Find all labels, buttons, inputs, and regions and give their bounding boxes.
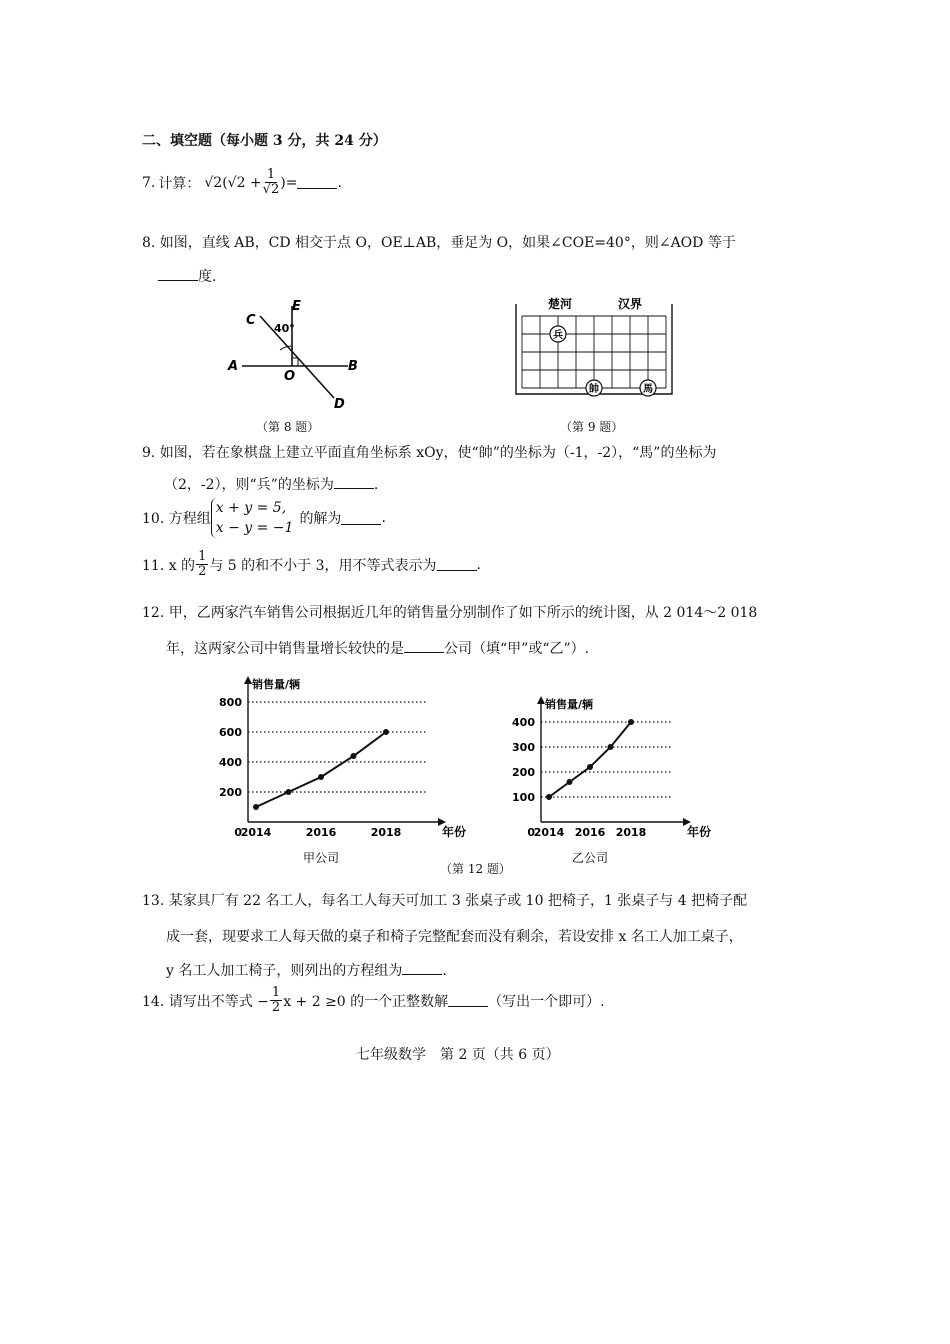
q13-line3-text: y 名工人加工椅子，则列出的方程组为 bbox=[166, 963, 403, 979]
q9-answer-blank[interactable] bbox=[334, 476, 374, 489]
question-8-line2 bbox=[158, 266, 216, 286]
question-10 bbox=[142, 498, 386, 538]
q7-end: . bbox=[337, 174, 342, 191]
label-b: B bbox=[348, 359, 358, 374]
x-tick-label: 2014 bbox=[533, 826, 565, 839]
q14-suffix: （写出一个即可）. bbox=[488, 993, 605, 1010]
q14-frac-num: 1 bbox=[271, 985, 281, 1000]
chart-title: 乙公司 bbox=[571, 851, 609, 865]
figure-12-caption: （第 12 题） bbox=[440, 862, 511, 876]
right-angle-mark bbox=[292, 358, 298, 366]
q11-prefix: 11. x 的 bbox=[142, 557, 196, 574]
question-12-line2 bbox=[166, 638, 589, 658]
q7-number: 7. bbox=[142, 174, 156, 191]
chart-jia-company bbox=[218, 678, 478, 866]
label-d: D bbox=[334, 397, 345, 412]
question-13-line2: 成一套，现要求工人每天做的桌子和椅子完整配套而没有剩余，若设安排 x 名工人加工桌子， bbox=[166, 929, 743, 945]
figure-8 bbox=[220, 298, 370, 410]
question-14 bbox=[142, 986, 605, 1015]
x-tick-label: 2018 bbox=[370, 826, 402, 839]
q11-frac-den: 2 bbox=[198, 564, 207, 579]
y-axis-label: 销售量/辆 bbox=[252, 678, 301, 691]
data-point bbox=[383, 729, 389, 735]
q9-line2-text: （2，-2），则“兵”的坐标为 bbox=[164, 477, 334, 493]
y-axis-label: 销售量/辆 bbox=[545, 698, 594, 711]
q7-fraction bbox=[263, 168, 280, 197]
q8-answer-blank[interactable] bbox=[158, 268, 198, 281]
q7-expr-b: )= bbox=[280, 174, 298, 191]
chart-yi-company bbox=[508, 690, 718, 866]
q14-frac-den: 2 bbox=[271, 1000, 281, 1015]
q12-answer-blank[interactable] bbox=[404, 640, 444, 653]
q10-eq2: x − y = −1 bbox=[215, 520, 294, 536]
q14-mid: x + 2 ≥0 的一个正整数解 bbox=[283, 993, 449, 1010]
q10-suffix: 的解为 bbox=[299, 511, 342, 527]
page-footer: 七年级数学 第 2 页（共 6 页） bbox=[356, 1047, 560, 1063]
board-label-chuhe: 楚河 bbox=[548, 297, 573, 311]
q11-end: . bbox=[476, 556, 481, 573]
y-axis-arrow bbox=[244, 676, 252, 684]
q9-end: . bbox=[373, 477, 379, 493]
q10-prefix: 10. 方程组 bbox=[142, 511, 211, 527]
question-9-line1: 9. 如图，若在象棋盘上建立平面直角坐标系 xOy，使“帥”的坐标为（-1，-2），“馬”的坐标为 bbox=[142, 445, 717, 461]
y-tick-label: 100 bbox=[512, 791, 535, 804]
q7-frac-num: 1 bbox=[266, 167, 276, 182]
piece-ma bbox=[640, 380, 656, 396]
figure-8-caption: （第 8 题） bbox=[256, 420, 320, 434]
question-9-line2 bbox=[164, 474, 378, 494]
chart-title: 甲公司 bbox=[302, 851, 340, 865]
label-angle-40: 40° bbox=[274, 322, 295, 335]
section-title: 二、填空题（每小题 3 分，共 24 分） bbox=[142, 133, 387, 149]
q11-frac-num: 1 bbox=[198, 549, 207, 564]
y-tick-label: 300 bbox=[512, 741, 535, 754]
question-8-line1: 8. 如图，直线 AB，CD 相交于点 O，OE⊥AB，垂足为 O，如果∠COE=40°，则∠AOD 等于 bbox=[142, 235, 736, 251]
q14-prefix: 14. 请写出不等式 − bbox=[142, 993, 269, 1010]
q7-frac-den: √2 bbox=[262, 182, 280, 197]
label-e: E bbox=[292, 299, 301, 314]
q14-fraction bbox=[270, 986, 282, 1015]
y-axis-arrow bbox=[537, 696, 545, 704]
origin-label: 0 bbox=[234, 826, 242, 839]
question-13-line1: 13. 某家具厂有 22 名工人，每名工人每天可加工 3 张桌子或 10 把椅子，1 张桌子与 4 把椅子配 bbox=[142, 893, 748, 909]
piece-ma-label: 馬 bbox=[643, 384, 653, 395]
q7-answer-blank[interactable] bbox=[297, 176, 337, 189]
piece-shuai-label: 帥 bbox=[589, 384, 599, 395]
series-line bbox=[549, 722, 631, 797]
data-point bbox=[608, 744, 614, 750]
data-point bbox=[253, 804, 259, 810]
line-cd bbox=[260, 316, 334, 398]
label-c: C bbox=[246, 313, 256, 328]
y-tick-label: 200 bbox=[219, 786, 242, 799]
data-point bbox=[587, 764, 593, 770]
q10-eq1: x + y = 5, bbox=[215, 500, 287, 516]
question-11 bbox=[142, 550, 481, 579]
q12-line2-b: 公司（填“甲”或“乙”）. bbox=[444, 641, 590, 657]
data-point bbox=[546, 794, 552, 800]
x-tick-label: 2016 bbox=[574, 826, 606, 839]
question-13-line3 bbox=[166, 960, 447, 980]
data-point bbox=[567, 779, 573, 785]
figure-9-caption: （第 9 题） bbox=[560, 420, 624, 434]
q10-equation-system bbox=[211, 498, 294, 538]
q12-line2-a: 年，这两家公司中销售量增长较快的是 bbox=[166, 641, 404, 657]
piece-shuai bbox=[586, 380, 602, 396]
q13-end: . bbox=[442, 963, 447, 979]
q10-answer-blank[interactable] bbox=[341, 512, 381, 525]
board-grid bbox=[522, 316, 666, 388]
series-line bbox=[256, 732, 386, 807]
piece-bing-label: 兵 bbox=[553, 330, 563, 341]
q7-expr-a: √2(√2 + bbox=[204, 174, 262, 191]
q11-fraction bbox=[196, 550, 208, 579]
y-tick-label: 400 bbox=[219, 756, 242, 769]
y-tick-label: 600 bbox=[219, 726, 242, 739]
label-o: O bbox=[284, 369, 296, 384]
q14-answer-blank[interactable] bbox=[448, 994, 488, 1007]
origin-label: 0 bbox=[527, 826, 535, 839]
data-point bbox=[286, 789, 292, 795]
data-point bbox=[628, 719, 634, 725]
x-tick-label: 2018 bbox=[615, 826, 647, 839]
q11-suffix: 与 5 的和不小于 3，用不等式表示为 bbox=[209, 557, 437, 574]
board-label-hanjie: 汉界 bbox=[618, 297, 643, 311]
q11-answer-blank[interactable] bbox=[437, 558, 477, 571]
y-tick-label: 200 bbox=[512, 766, 535, 779]
y-tick-label: 400 bbox=[512, 716, 535, 729]
q13-answer-blank[interactable] bbox=[402, 962, 442, 975]
x-axis-label: 年份 bbox=[442, 825, 467, 839]
q10-end: . bbox=[381, 510, 386, 526]
x-tick-label: 2016 bbox=[305, 826, 337, 839]
y-tick-label: 800 bbox=[219, 696, 242, 709]
q8-line2-end: 度. bbox=[198, 269, 217, 285]
q7-prefix: 计算： bbox=[158, 175, 201, 192]
label-a: A bbox=[228, 359, 239, 374]
x-tick-label: 2014 bbox=[240, 826, 272, 839]
data-point bbox=[351, 753, 357, 759]
piece-bing bbox=[550, 326, 566, 342]
question-12-line1: 12. 甲，乙两家汽车销售公司根据近几年的销售量分别制作了如下所示的统计图，从 2 014～2 018 bbox=[142, 605, 758, 621]
data-point bbox=[318, 774, 324, 780]
x-axis-label: 年份 bbox=[687, 825, 712, 839]
question-7 bbox=[142, 168, 342, 197]
figure-9-chessboard bbox=[514, 294, 674, 398]
